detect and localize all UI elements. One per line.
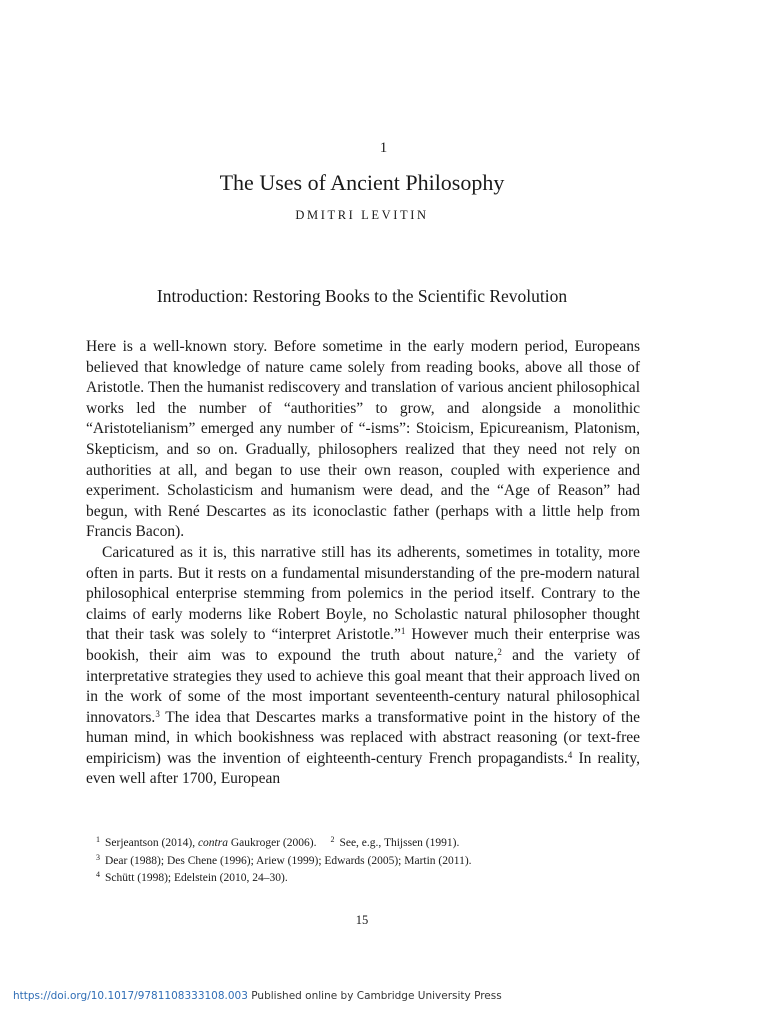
footnote-ref-2[interactable]: 2	[497, 646, 502, 657]
footnote-4-text: Schütt (1998); Edelstein (2010, 24–30).	[105, 872, 288, 884]
footnote-line-4	[96, 868, 626, 886]
footnote-1-text-pre: Serjeantson (2014),	[105, 837, 198, 849]
footnote-ref-1[interactable]: 1	[400, 626, 406, 637]
footnote-ref-4[interactable]: 4	[567, 749, 573, 760]
paragraph-2	[86, 543, 640, 790]
footnote-1-number: 1	[96, 835, 100, 844]
paragraph-1: Here is a well-known story. Before sometime in the early modern period, Europeans believed that knowledge of nature came solely from reading books, above all those of Aristotle. Then the humanist rediscovery and translation of various ancient philosophical works led the number of “authorities” to grow, and alongside a monolithic “Aristotelianism” emerged any number of “-isms”: Stoicism, Epicureanism, Platonism, Skepticism, and so on. Gradually, philosophers realized that they need not rely on authorities at all, and began to use their own reason, coupled with experience and experiment. Scholasticism and humanism were dead, and the “Age of Reason” had begun, with René Descartes as its iconoclastic father (perhaps with a little help from Francis Bacon).	[86, 338, 640, 541]
footnote-line-3	[96, 851, 626, 869]
paragraph-2-text-c: and the variety of interpretative strategies they used to achieve this goal meant that their approach lived on in the work of some of the most important seventeenth-century natural philosophical innovators.	[86, 646, 640, 726]
chapter-number: 1	[379, 140, 389, 156]
paragraph-2-text-b: However much their enterprise was bookish, their aim was to expound the truth about nature,	[86, 626, 640, 664]
published-online-text: Published online by Cambridge University Press	[251, 990, 502, 1002]
footnote-ref-3[interactable]: 3	[155, 708, 160, 719]
footnote-2-number: 2	[330, 835, 335, 844]
section-heading: Introduction: Restoring Books to the Scientific Revolution	[156, 286, 568, 306]
paragraph-2-text-a: Caricatured as it is, this narrative still has its adherents, sometimes in totality, more often in parts. But it rests on a fundamental misunderstanding of the pre-modern natural philosophical enterprise stemming from polemics in the period itself. Contrary to the claims of early moderns like Robert Boyle, no Scholastic natural philosopher thought that their task was solely to “interpret Aristotle.”	[86, 543, 640, 644]
chapter-title: The Uses of Ancient Philosophy	[219, 170, 505, 195]
footnote-4-number: 4	[96, 870, 100, 879]
doi-footer	[13, 990, 502, 1002]
footnote-2-text: See, e.g., Thijssen (1991).	[339, 837, 460, 849]
paragraph-2-text-d: The idea that Descartes marks a transformative point in the history of the human mind, in which bookishness was replaced with abstract reasoning (or text-free empiricism) was the invention of eighteenth-century French propagandists.	[86, 708, 640, 767]
page-number: 15	[355, 913, 369, 927]
chapter-author: DMITRI LEVITIN	[295, 208, 429, 222]
footnote-line-1	[96, 833, 626, 851]
footnote-3-number: 3	[96, 852, 100, 862]
paragraph-2-text-e: In reality, even well after 1700, European	[86, 749, 641, 788]
body-text	[86, 337, 640, 790]
footnote-1-text-post: Gaukroger (2006).	[227, 837, 317, 849]
doi-link[interactable]: https://doi.org/10.1017/9781108333108.003	[13, 990, 248, 1002]
footnote-1-italic: contra	[197, 837, 228, 849]
footnotes	[96, 833, 626, 886]
footnote-3-text: Dear (1988); Des Chene (1996); Ariew (1999); Edwards (2005); Martin (2011).	[105, 854, 472, 867]
